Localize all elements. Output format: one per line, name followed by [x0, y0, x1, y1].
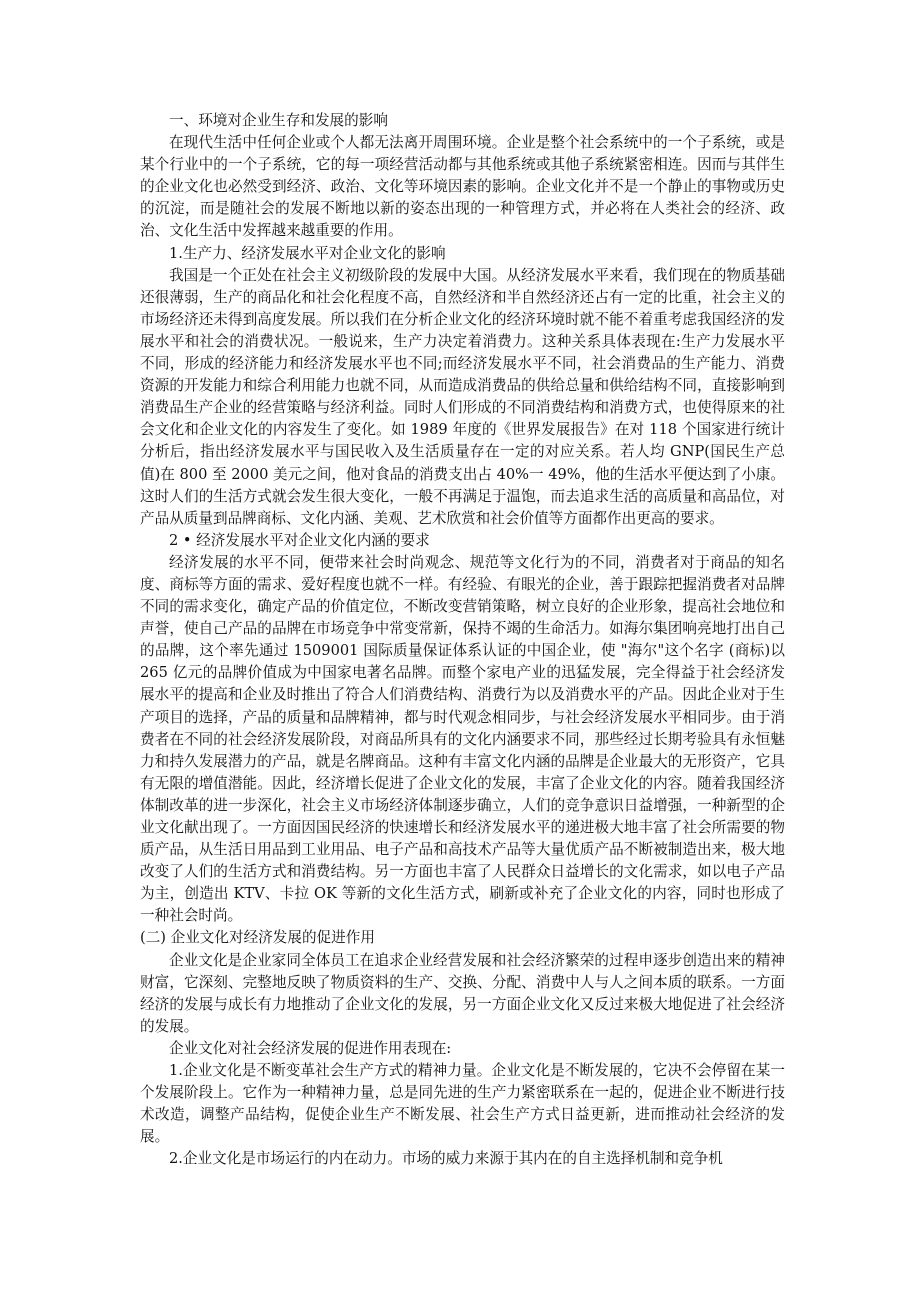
subsection-heading: (二) 企业文化对经济发展的促进作用	[140, 929, 375, 947]
paragraph: 1.企业文化是不断变革社会生产方式的精神力量。企业文化是不断发展的，它决不会停留在某一个发展阶段上。它作为一种精神力量，总是同先进的生产力紧密联系在一起的，促进企业不断进行技术改造，调整产品结构，促使企业生产不断发展、社会生产方式日益更新，进而推动社会经济的发展。	[140, 1062, 785, 1146]
paragraph: 企业文化是企业家同全体员工在追求企业经营发展和社会经济繁荣的过程申逐步创造出来的精神财富，它深刻、完整地反映了物质资料的生产、交换、分配、消费中人与人之间本质的联系。一方面经济的发展与成长有力地推动了企业文化的发展，另一方面企业文化又反过来极大地促进了社会经济的发展。	[140, 951, 785, 1035]
section-heading: 1.生产力、经济发展水平对企业文化的影响	[169, 244, 446, 262]
paragraph: 企业文化对社会经济发展的促进作用表现在:	[169, 1039, 452, 1057]
paragraph: 我国是一个正处在社会主义初级阶段的发展中大国。从经济发展水平来看，我们现在的物质基础还很薄弱，生产的商品化和社会化程度不高，自然经济和半自然经济还占有一定的比重，社会主义的市场经济还未得到高度发展。所以我们在分析企业文化的经济环境时就不能不着重考虑我国经济的发展水平和社会的消费状况。一般说来，生产力决定着消费力。这种关系具体表现在:生产力发展水平不同，形成的经济能力和经济发展水平也不同;而经济发展水平不同，社会消费品的生产能力、消费资源的开发能力和综合利用能力也就不同，从而造成消费品的供给总量和供给结构不同，直接影响到消费品生产企业的经营策略与经济利益。同时人们形成的不同消费结构和消费方式，也使得原来的社会文化和企业文化的内容发生了变化。如 1989 年度的《世界发展报告》在对 118 个国家进行统计分析后，指出经济发展水平与国民收入及生活质量存在一定的对应关系。若人均 GNP(国民生产总值)在 800 至 2000 美元之间，他对食品的消费支出占 40%一 49%，他的生活水平便达到了小康。这时人们的生活方式就会发生很大变化，一般不再满足于温饱，而去追求生活的高质量和高品位，对产品从质量到品牌商标、文化内涵、美观、艺术欣赏和社会价值等方面都作出更高的要求。	[140, 266, 785, 527]
paragraph: 2.企业文化是市场运行的内在动力。市场的威力来源于其内在的自主选择机制和竞争机	[169, 1150, 723, 1168]
section-heading: 一、环境对企业生存和发展的影响	[169, 112, 388, 129]
paragraph: 经济发展的水平不同，便带来社会时尚观念、规范等文化行为的不同，消费者对于商品的知名度、商标等方面的需求、爱好程度也就不一样。有经验、有眼光的企业，善于跟踪把握消费者对品牌不同的需求变化，确定产品的价值定位，不断改变营销策略，树立良好的企业形象，提高社会地位和声誉，使自己产品的品牌在市场竞争中常变常新，保持不竭的生命活力。如海尔集团响亮地打出自己的品牌，这个率先通过 1509001 国际质量保证体系认证的中国企业，使 "海尔"这个名字 (商标)以 265 亿元的品牌价值成为中国家电著名品牌。而整个家电产业的迅猛发展，完全得益于社会经济发展水平的提高和企业及时推出了符合人们消费结构、消费行为以及消费水平的产品。因此企业对于生产项目的选择，产品的质量和品牌精神，都与时代观念相同步，与社会经济发展水平相同步。由于消费者在不同的社会经济发展阶段，对商品所具有的文化内涵要求不同，那些经过长期考验具有永恒魅力和持久发展潜力的产品，就是名牌商品。这种有丰富文化内涵的品牌是企业最大的无形资产，它具有无限的增值潜能。因此，经济增长促进了企业文化的发展，丰富了企业文化的内容。随着我国经济体制改革的进一步深化，社会主义市场经济体制逐步确立，人们的竞争意识日益增强，一种新型的企业文化献出现了。一方面因国民经济的快速增长和经济发展水平的递进极大地丰富了社会所需要的物质产品，从生活日用品到工业用品、电子产品和高技术产品等大量优质产品不断被制造出来，极大地改变了人们的生活方式和消费结构。另一方面也丰富了人民群众日益增长的文化需求，如以电子产品为主，创造出 KTV、卡拉 OK 等新的文化生活方式，刷新或补充了企业文化的内容，同时也形成了一种社会时尚。	[140, 553, 785, 925]
section-heading: 2 • 经济发展水平对企业文化内涵的要求	[169, 531, 430, 549]
paragraph: 在现代生活中任何企业或个人都无法离开周围环境。企业是整个社会系统中的一个子系统，或是某个行业中的一个子系统，它的每一项经营活动都与其他系统或其他子系统紧密相连。因而与其伴生的企业文化也必然受到经济、政治、文化等环境因素的影响。企业文化并不是一个静止的事物或历史的沉淀，而是随社会的发展不断地以新的姿态出现的一种管理方式，并必将在人类社会的经济、政治、文化生活中发挥越来越重要的作用。	[140, 134, 785, 240]
document-page	[140, 110, 785, 1171]
